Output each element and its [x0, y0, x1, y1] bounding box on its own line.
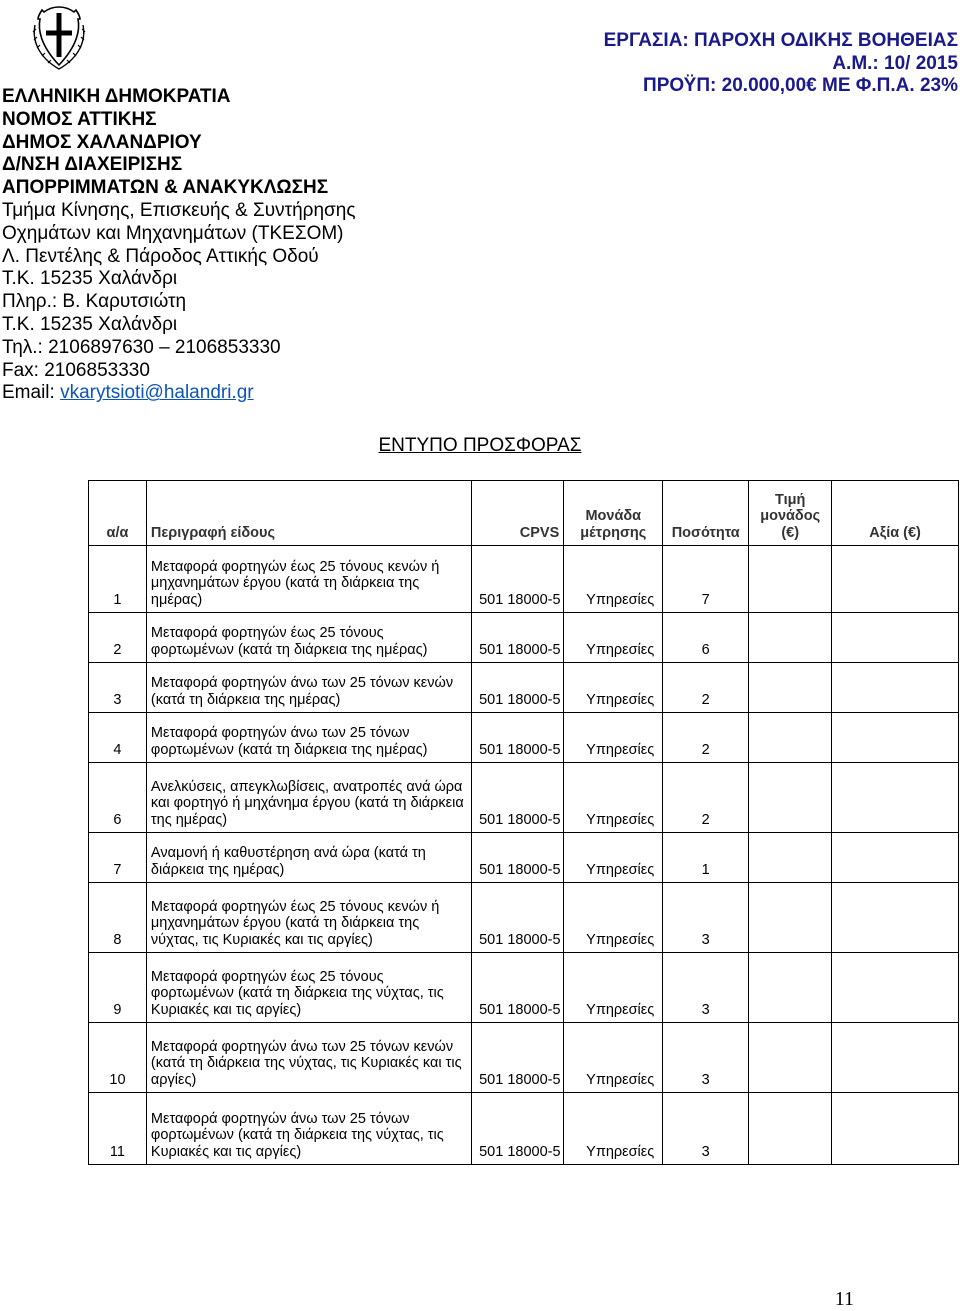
table-row	[89, 546, 959, 613]
col-header-cpv: CPVS	[472, 481, 564, 546]
row-number: 11	[89, 1093, 147, 1165]
row-value[interactable]	[832, 1023, 959, 1093]
row-cpv: 501 18000-5	[472, 1093, 564, 1165]
offer-table	[88, 480, 959, 1165]
org-line: ΔΗΜΟΣ ΧΑΛΑΝΔΡΙΟΥ	[2, 131, 202, 153]
org-line: ΝΟΜΟΣ ΑΤΤΙΚΗΣ	[2, 108, 157, 130]
row-number: 8	[89, 883, 147, 953]
row-number: 2	[89, 613, 147, 663]
row-unit: Υπηρεσίες	[564, 1023, 663, 1093]
row-number: 1	[89, 546, 147, 613]
row-value[interactable]	[832, 763, 959, 833]
org-line: Τ.Κ. 15235 Χαλάνδρι	[2, 313, 178, 335]
org-line: ΑΠΟΡΡΙΜΜΑΤΩΝ & ΑΝΑΚΥΚΛΩΣΗΣ	[2, 177, 329, 199]
row-description: Μεταφορά φορτηγών άνω των 25 τόνων κενών (κατά τη διάρκεια της ημέρας)	[146, 663, 471, 713]
email-label: Email:	[2, 382, 61, 404]
row-quantity: 2	[663, 763, 749, 833]
row-unit: Υπηρεσίες	[564, 663, 663, 713]
row-value[interactable]	[832, 613, 959, 663]
row-unit-price[interactable]	[749, 1093, 832, 1165]
row-unit: Υπηρεσίες	[564, 763, 663, 833]
row-description: Μεταφορά φορτηγών άνω των 25 τόνων φορτωμένων (κατά τη διάρκεια της ημέρας)	[146, 713, 471, 763]
organization-block	[2, 86, 356, 405]
row-value[interactable]	[832, 833, 959, 883]
row-number: 9	[89, 953, 147, 1023]
row-cpv: 501 18000-5	[472, 663, 564, 713]
table-row	[89, 763, 959, 833]
org-line: Τηλ.: 2106897630 – 2106853330	[2, 336, 281, 358]
table-row	[89, 713, 959, 763]
row-cpv: 501 18000-5	[472, 763, 564, 833]
row-description: Μεταφορά φορτηγών έως 25 τόνους κενών ή μηχανημάτων έργου (κατά τη διάρκεια της ημέρας)	[146, 546, 471, 613]
col-header-unit-price: Τιμή μονάδος (€)	[749, 481, 832, 546]
row-value[interactable]	[832, 663, 959, 713]
row-cpv: 501 18000-5	[472, 546, 564, 613]
row-unit-price[interactable]	[749, 713, 832, 763]
row-quantity: 1	[663, 833, 749, 883]
table-header-row	[89, 481, 959, 546]
row-value[interactable]	[832, 883, 959, 953]
row-unit: Υπηρεσίες	[564, 546, 663, 613]
row-cpv: 501 18000-5	[472, 613, 564, 663]
row-number: 10	[89, 1023, 147, 1093]
row-cpv: 501 18000-5	[472, 833, 564, 883]
org-line: Οχημάτων και Μηχανημάτων (ΤΚΕΣΟΜ)	[2, 222, 344, 244]
row-unit: Υπηρεσίες	[564, 613, 663, 663]
page-number: 11	[834, 1288, 854, 1310]
row-number: 4	[89, 713, 147, 763]
greek-emblem-logo	[30, 5, 88, 73]
row-unit-price[interactable]	[749, 663, 832, 713]
email-link[interactable]: vkarytsioti@halandri.gr	[60, 382, 254, 404]
row-unit-price[interactable]	[749, 613, 832, 663]
row-cpv: 501 18000-5	[472, 953, 564, 1023]
row-cpv: 501 18000-5	[472, 713, 564, 763]
row-value[interactable]	[832, 953, 959, 1023]
row-description: Ανελκύσεις, απεγκλωβίσεις, ανατροπές ανά ώρα και φορτηγό ή μηχάνημα έργου (κατά τη διάρκεια της ημέρας)	[146, 763, 471, 833]
table-row	[89, 1023, 959, 1093]
row-quantity: 3	[663, 953, 749, 1023]
row-unit: Υπηρεσίες	[564, 1093, 663, 1165]
row-description: Μεταφορά φορτηγών έως 25 τόνους φορτωμένων (κατά τη διάρκεια της ημέρας)	[146, 613, 471, 663]
work-info-block	[604, 30, 958, 98]
row-number: 7	[89, 833, 147, 883]
row-unit-price[interactable]	[749, 546, 832, 613]
row-unit-price[interactable]	[749, 953, 832, 1023]
work-title: ΕΡΓΑΣΙΑ: ΠΑΡΟΧΗ ΟΔΙΚΗΣ ΒΟΗΘΕΙΑΣ	[603, 30, 958, 51]
row-description: Μεταφορά φορτηγών έως 25 τόνους φορτωμένων (κατά τη διάρκεια της νύχτας, τις Κυριακές και τις αργίες)	[146, 953, 471, 1023]
row-quantity: 3	[663, 1093, 749, 1165]
row-unit-price[interactable]	[749, 763, 832, 833]
org-line: Τμήμα Κίνησης, Επισκευής & Συντήρησης	[2, 199, 356, 221]
row-unit: Υπηρεσίες	[564, 883, 663, 953]
col-header-quantity: Ποσότητα	[663, 481, 749, 546]
col-header-value: Αξία (€)	[832, 481, 959, 546]
email-line	[2, 382, 356, 405]
row-quantity: 7	[663, 546, 749, 613]
row-description: Μεταφορά φορτηγών έως 25 τόνους κενών ή μηχανημάτων έργου (κατά τη διάρκεια της νύχτας, τις Κυριακές και τις αργίες)	[146, 883, 471, 953]
table-row	[89, 833, 959, 883]
row-unit: Υπηρεσίες	[564, 713, 663, 763]
row-quantity: 2	[663, 713, 749, 763]
org-line: Λ. Πεντέλης & Πάροδος Αττικής Οδού	[2, 245, 319, 267]
row-unit: Υπηρεσίες	[564, 833, 663, 883]
row-cpv: 501 18000-5	[472, 883, 564, 953]
row-value[interactable]	[832, 1093, 959, 1165]
row-quantity: 3	[663, 883, 749, 953]
col-header-aa: α/α	[89, 481, 147, 546]
row-number: 3	[89, 663, 147, 713]
row-cpv: 501 18000-5	[472, 1023, 564, 1093]
org-line: Τ.Κ. 15235 Χαλάνδρι	[2, 268, 178, 290]
table-row	[89, 1093, 959, 1165]
row-unit-price[interactable]	[749, 833, 832, 883]
table-row	[89, 953, 959, 1023]
work-am: Α.Μ.: 10/ 2015	[832, 52, 958, 74]
work-budget: ΠΡΟΫΠ: 20.000,00€ ΜΕ Φ.Π.Α. 23%	[643, 75, 958, 96]
org-line: ΕΛΛΗΝΙΚΗ ΔΗΜΟΚΡΑΤΙΑ	[2, 86, 231, 107]
row-unit: Υπηρεσίες	[564, 953, 663, 1023]
table-row	[89, 613, 959, 663]
row-quantity: 6	[663, 613, 749, 663]
row-unit-price[interactable]	[749, 883, 832, 953]
table-row	[89, 663, 959, 713]
row-unit-price[interactable]	[749, 1023, 832, 1093]
org-line: Fax: 2106853330	[2, 359, 150, 381]
table-row	[89, 883, 959, 953]
org-line: Πληρ.: Β. Καρυτσιώτη	[2, 291, 187, 313]
row-description: Μεταφορά φορτηγών άνω των 25 τόνων κενών (κατά τη διάρκεια της νύχτας, τις Κυριακές και τις αργίες)	[146, 1023, 471, 1093]
col-header-description: Περιγραφή είδους	[146, 481, 471, 546]
row-value[interactable]	[832, 713, 959, 763]
row-quantity: 2	[663, 663, 749, 713]
form-title: ΕΝΤΥΠΟ ΠΡΟΣΦΟΡΑΣ	[378, 435, 582, 456]
org-line: Δ/ΝΣΗ ΔΙΑΧΕΙΡΙΣΗΣ	[2, 154, 183, 176]
row-description: Αναμονή ή καθυστέρηση ανά ώρα (κατά τη διάρκεια της ημέρας)	[146, 833, 471, 883]
row-description: Μεταφορά φορτηγών άνω των 25 τόνων φορτωμένων (κατά τη διάρκεια της νύχτας, τις Κυριακές και τις αργίες)	[146, 1093, 471, 1165]
row-number: 6	[89, 763, 147, 833]
row-quantity: 3	[663, 1023, 749, 1093]
col-header-unit: Μονάδα μέτρησης	[564, 481, 663, 546]
row-value[interactable]	[832, 546, 959, 613]
